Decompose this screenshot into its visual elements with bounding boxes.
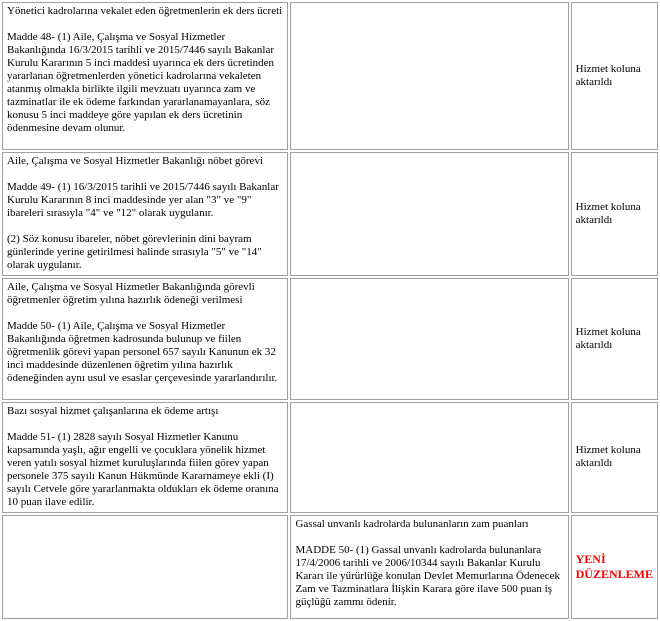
status-cell bbox=[571, 402, 658, 513]
status-label: aktarıldı bbox=[575, 75, 613, 88]
article-heading: Gassal unvanlı kadrolarda bulunanların zam puanları bbox=[295, 518, 529, 530]
new-text-cell bbox=[290, 152, 568, 276]
article-body: (2) Söz konusu ibareler, nöbet görevlerinin dini bayram günlerinde yerine getirilmesi halinde sırasıyla "5" ve "14" olarak uygulanır. bbox=[7, 233, 262, 271]
status-label: Hizmet koluna bbox=[575, 200, 641, 213]
article-body: Madde 49- (1) 16/3/2015 tarihli ve 2015/7446 sayılı Bakanlar Kurulu Kararının 8 inci maddesinde yer alan "3" ve "9" ibareleri sırasıyla "4" ve "12" olarak uygulanır. bbox=[7, 181, 279, 219]
article-heading: Aile, Çalışma ve Sosyal Hizmetler Bakanlığında görevli öğretmenler öğretim yılına hazırlık ödeneği verilmesi bbox=[7, 281, 255, 306]
new-text-cell bbox=[290, 402, 568, 513]
article-heading: Yönetici kadrolarına vekalet eden öğretmenlerin ek ders ücreti bbox=[7, 5, 283, 17]
new-regulation-badge: YENİ bbox=[575, 551, 606, 566]
article-body: Madde 48- (1) Aile, Çalışma ve Sosyal Hizmetler Bakanlığında 16/3/2015 tarihli ve 2015/7446 sayılı Bakanlar Kurulu Kararının 5 inci maddesi uyarınca ek ders ücretinden yararlanan öğretmenlerden yönetici kadrolarına vekaleten atanmış olmakla birlikte ilgili mevzuatı uyarınca zam ve tazminatlar ile ek ödeme farkından yararlanamayanlara, söz konusu 5 inci maddeye göre yapılan ek ders ücretinin ödenmesine devam olunur. bbox=[7, 31, 275, 134]
status-label: aktarıldı bbox=[575, 213, 613, 226]
status-label: Hizmet koluna bbox=[575, 444, 641, 456]
new-regulation-badge: DÜZENLEME bbox=[575, 566, 653, 581]
status-cell bbox=[571, 2, 658, 150]
article-body: Madde 51- (1) 2828 sayılı Sosyal Hizmetler Kanunu kapsamında yaşlı, ağır engelli ve çocuklara yönelik hizmet veren yatılı sosyal hizmet kuruluşlarında fiilen görev yapan personele 375 sayılı Kanun Hükmünde Kararnameye ekli (I) sayılı Cetvele göre yararlanmakta oldukları ek ödeme oranına 10 puan ilave edilir. bbox=[7, 431, 279, 508]
article-body: Madde 50- (1) Aile, Çalışma ve Sosyal Hizmetler Bakanlığında öğretmen kadrosunda bulunup ve fiilen öğretmenlik görevi yapan personel 657 sayılı Kanunun ek 32 inci maddesinde düzenlenen öğretim yılına hazırlık ödeneğinden aynı usul ve esaslar çerçevesinde yararlandırılır. bbox=[7, 320, 278, 384]
table-row bbox=[2, 278, 658, 400]
old-text-cell bbox=[2, 152, 288, 276]
status-cell bbox=[571, 152, 658, 276]
table-row bbox=[2, 2, 658, 150]
status-label: aktarıldı bbox=[575, 338, 613, 351]
table-row bbox=[2, 515, 658, 619]
old-text-cell bbox=[2, 278, 288, 400]
status-cell bbox=[571, 278, 658, 400]
table-row bbox=[2, 152, 658, 276]
old-text-cell bbox=[2, 2, 288, 150]
old-text-cell bbox=[2, 402, 288, 513]
table-row bbox=[2, 402, 658, 513]
new-text-cell bbox=[290, 515, 568, 619]
status-cell bbox=[571, 515, 658, 619]
new-text-cell bbox=[290, 278, 568, 400]
status-label: aktarıldı bbox=[575, 457, 613, 469]
article-heading: Bazı sosyal hizmet çalışanlarına ek ödeme artışı bbox=[7, 405, 219, 417]
old-text-cell bbox=[2, 515, 288, 619]
article-body: MADDE 50- (1) Gassal unvanlı kadrolarda bulunanlara 17/4/2006 tarihli ve 2006/10344 sayılı Bakanlar Kurulu Kararı ile yürürlüğe konulan Devlet Memurlarına Ödenecek Zam ve Tazminatlara İlişkin Karara göre ilave 500 puan iş güçlüğü zammı ödenir. bbox=[295, 544, 560, 608]
article-heading: Aile, Çalışma ve Sosyal Hizmetler Bakanlığı nöbet görevi bbox=[7, 155, 263, 167]
new-text-cell bbox=[290, 2, 568, 150]
status-label: Hizmet koluna bbox=[575, 325, 641, 338]
status-label: Hizmet koluna bbox=[575, 62, 641, 75]
